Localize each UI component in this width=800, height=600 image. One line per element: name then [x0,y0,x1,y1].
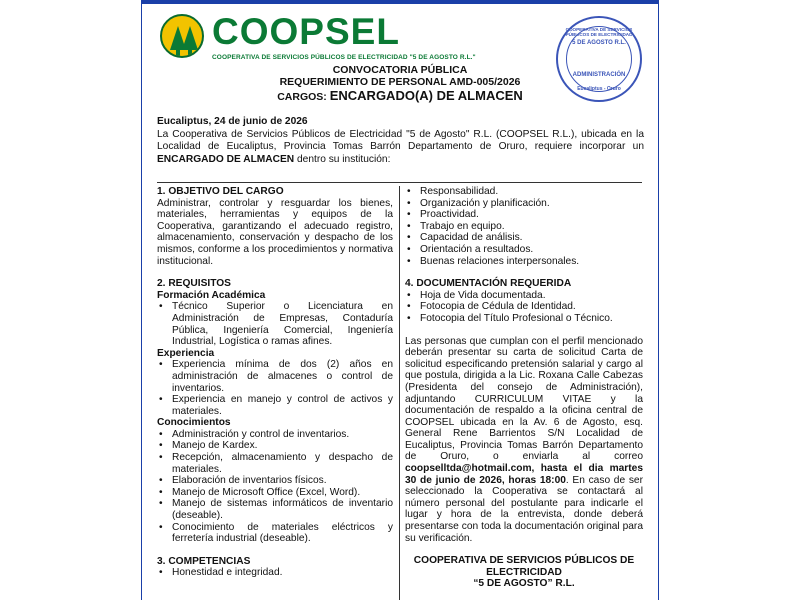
list-item: • Buenas relaciones interpersonales. [405,256,643,268]
list-item: • Responsabilidad. [405,186,643,198]
intro-text-bold: ENCARGADO DE ALMACEN [157,153,295,165]
title-convocatoria: CONVOCATORIA PÚBLICA [332,64,468,76]
documentacion-list [405,290,643,325]
signature-line-2: ELECTRICIDAD [486,566,562,578]
list-item: • Administración y control de inventarios. [157,429,393,441]
list-item: • Recepción, almacenamiento y despacho de materiales. [157,452,393,475]
list-item: • Manejo de sistemas informáticos de inventario (deseable). [157,498,393,521]
title-requerimiento: REQUERIMIENTO DE PERSONAL AMD-005/2026 [279,76,521,88]
conocimientos-title: Conocimientos [157,417,231,429]
list-item: • Trabajo en equipo. [405,221,643,233]
signature-line-3: “5 DE AGOSTO” R.L. [473,578,575,590]
brand-subtitle: COOPERATIVA DE SERVICIOS PÚBLICOS DE ELECTRICIDAD "5 DE AGOSTO R.L." [212,54,476,61]
list-item: • Orientación a resultados. [405,244,643,256]
list-item: • Manejo de Kardex. [157,440,393,452]
seal-bottom-text: Eucaliptus - Oruro [577,86,621,92]
list-item: • Hoja de Vida documentada. [405,290,643,302]
list-item: • Conocimiento de materiales eléctricos y ferretería industrial (deseable). [157,522,393,545]
list-item: • Técnico Superior o Licenciatura en Administración de Empresas, Contaduría Pública, Ingeniería Comercial, Ingeniería Industrial, Logística o ramas afines. [157,301,393,347]
announcement-titles [160,64,640,105]
experiencia-list [157,359,393,417]
objetivo-text: Administrar, controlar y resguardar los bienes, materiales, herramientas y equipos de la Cooperativa, garantizando el adecuado registro, almacenamiento, conservación y despacho de los mismos, conforme a los procedimientos y normativa institucional. [157,197,393,267]
section-divider [157,182,642,183]
intro-text-2: dentro su institución: [294,153,391,165]
list-item: • Experiencia mínima de dos (2) años en administración de almacenes o control de inventarios. [157,359,393,394]
formacion-list [157,301,393,347]
list-item: • Experiencia en manejo y control de activos y materiales. [157,394,393,417]
cargos-value: ENCARGADO(A) DE ALMACEN [329,88,523,103]
deadline-text: , hasta el dia martes 30 de junio de 2026, horas 18:00 [405,463,643,486]
list-item: • Manejo de Microsoft Office (Excel, Word). [157,487,393,499]
objetivo-title: 1. OBJETIVO DEL CARGO [157,186,284,197]
list-item: • Fotocopia del Título Profesional o Técnico. [405,313,643,325]
seal-top-text: COOPERATIVA DE SERVICIOS PÚBLICOS DE ELECTRICIDAD [565,27,633,37]
list-item: • Organización y planificación. [405,198,643,210]
competencias-list-right [405,186,643,267]
documentacion-title: 4. DOCUMENTACIÓN REQUERIDA [405,278,572,290]
brand-name: COOPSEL [212,11,400,52]
right-column [405,186,643,590]
intro-paragraph [157,116,644,166]
list-item: • Honestidad e integridad. [157,567,393,579]
date-line: Eucaliptus, 24 de junio de 2026 [157,116,308,127]
coopsel-logo-icon [160,14,204,58]
list-item: • Proactividad. [405,209,643,221]
requisitos-title: 2. REQUISITOS [157,278,231,290]
column-divider [399,186,400,600]
left-column [157,186,393,579]
intro-body [157,129,644,167]
signature-block [405,555,643,590]
seal-label: ADMINISTRACIÓN [572,72,626,78]
instructions-text-1: Las personas que cumplan con el perfil mencionado deberán presentar su carta de solicitud Carta de solicitud especificando pretensión salarial y cargo al que postula, dirigida a la Lic. Roxana Calle Cabezas (Presidenta del consejo de Administración), adjuntando CURRICULUM VITAE y la documentación de respaldo a la oficina central de COOPSEL ubicada en la Av. 6 de Agosto, esq. General Rene Barrientos S/N Localidad de Eucaliptus, Provincia Tomas Barrón Departamento de Oruro, o enviarla al correo [405,335,643,463]
instructions-text-2: . En caso de ser seleccionado la Cooperativa se contactará al número personal del postulante para indicarle el lugar y hora de la entrevista, donde deberá presentarse con toda la documentación original para su verificación. [405,474,643,544]
intro-text-1: La Cooperativa de Servicios Públicos de Electricidad "5 de Agosto" R.L. (COOPSEL R.L.), ubicada en la Localidad de Eucaliptus, Provincia Tomas Barrón Departamento de Oruro, requiere incorporar un [157,128,644,153]
experiencia-title: Experiencia [157,347,215,359]
list-item: • Capacidad de análisis. [405,232,643,244]
formacion-title: Formación Académica [157,289,266,301]
list-item: • Fotocopia de Cédula de Identidad. [405,301,643,313]
seal-mid-text: 5 DE AGOSTO R.L. [572,40,626,46]
instructions-paragraph [405,336,643,545]
competencias-list-left [157,567,393,579]
title-cargos [160,88,640,105]
conocimientos-list [157,429,393,545]
list-item: • Elaboración de inventarios físicos. [157,475,393,487]
cargos-label: CARGOS: [277,91,327,103]
competencias-title: 3. COMPETENCIAS [157,555,251,567]
signature-line-1: COOPERATIVA DE SERVICIOS PÚBLICOS DE [413,555,635,567]
contact-email: coopselltda@hotmail.com [405,463,532,475]
